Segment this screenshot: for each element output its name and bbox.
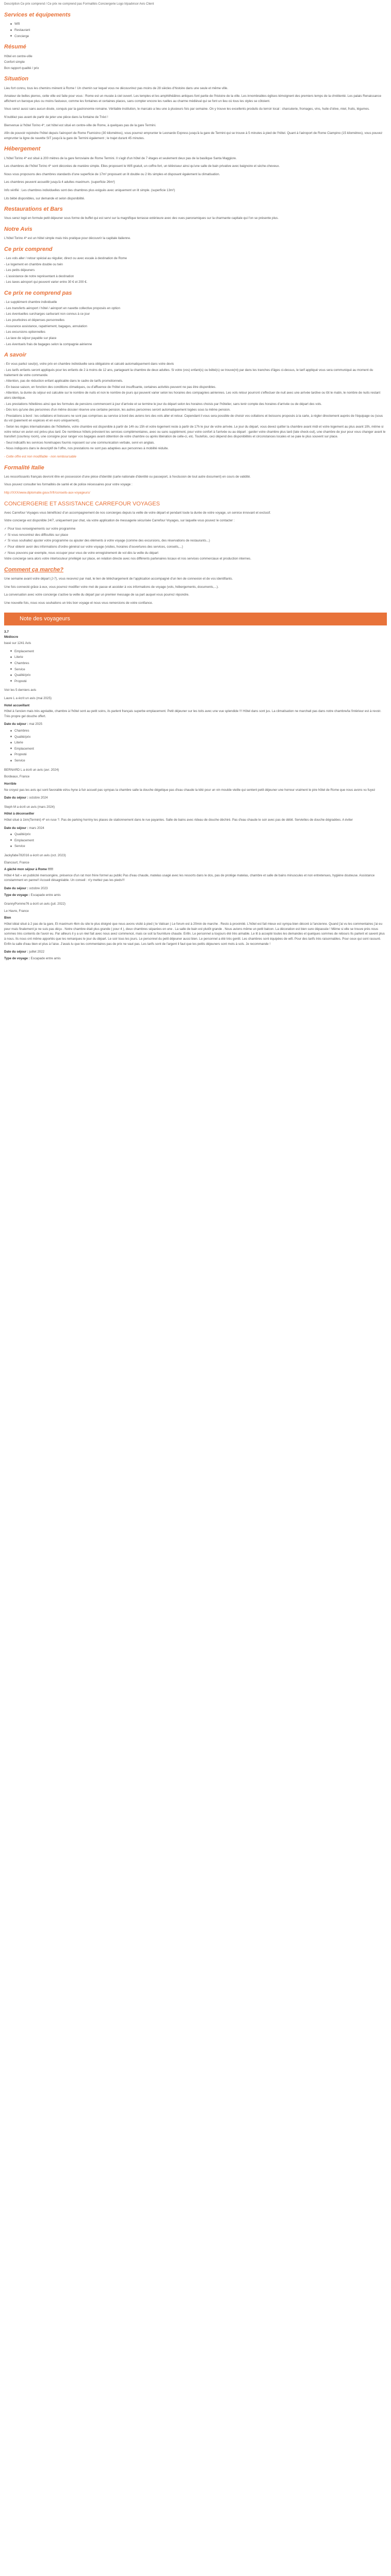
review-date-value: octobre 2024	[29, 796, 48, 800]
savoir-item: - Attention, la durée du séjour est calculée sur le nombre de nuits et non le nombre de jours qui peuvent varier selon les horaires des compagnies aériennes. Les vols retour pourront s'effectuer de nuit avec une arrivée tardive ou tôt le matin, le nombre de nuits restant alors identique.	[4, 391, 381, 400]
review-date-value: mai 2025	[29, 722, 42, 726]
savoir-item: - En basse saison, en fonction des conditions climatiques, ou d'affluence de l'hôtel est insuffisante, certaines activités peuvent ne pas être disponibles.	[4, 385, 217, 389]
list-item: - La taxe de séjour payable sur place	[4, 336, 57, 340]
list-item: ✓ Pour obtenir avoir des informations d'ordre général sur votre voyage (visites, horaires d'ouvertures des services, conseils,...)	[4, 545, 183, 549]
comment-title: Comment ça marche?	[4, 566, 63, 573]
review-type-value: Escapade entre amis	[30, 893, 61, 897]
review-author: BERNARD L a écrit un avis (avr. 2024)	[4, 768, 59, 772]
restau-text: Vous serez logé en formule petit déjeuner sous forme de buffet qui est servi sur la magnifique terrasse extérieure avec des vues panoramiques sur la charmante capitale qui l'on se présente plus.	[4, 216, 279, 221]
review	[4, 902, 387, 961]
list-item: - Les transferts aéroport / hôtel / aéroport en navette collective proposés en option	[4, 306, 120, 310]
criteria-item: Propreté	[11, 752, 387, 757]
situation-text: Lieu fort connu, tous les chemins mènent à Rome ! Un chemin sur lequel vous ne découvrirez pas moins de 28 siècles d'histoire dans une seule et même ville.	[4, 86, 229, 90]
review-origin: Le Havre, France	[4, 909, 29, 913]
list-item: - Les éventuelles surcharges carburant non connus à ce jour	[4, 312, 90, 316]
list-item: - Les éventuels frais de bagages selon la compagnie aérienne	[4, 342, 92, 346]
review-type-label: Type de voyage :	[4, 956, 30, 960]
criteria-item: Service	[11, 667, 387, 672]
criteria-item: Literie	[11, 740, 387, 745]
review-title: Hôtel à déconseiller	[4, 812, 35, 816]
savoir-item: - En vous parlez seul(e), votre prix en chambre individuelle sera obligatoire et calculé automatiquement dans votre devis	[4, 362, 174, 366]
rating-count: basé sur 1241 Avis	[4, 641, 31, 646]
criteria-item: Literie	[11, 655, 387, 660]
list-item: ✓ Nous pouvons par exemple, nous occuper pour vous de votre enregistrement de vol dès la veille du départ	[4, 551, 158, 555]
conciergerie-title: CONCIERGERIE ET ASSISTANCE CARREFOUR VOYAGES	[4, 500, 160, 507]
review-date	[4, 886, 387, 891]
review-date	[4, 826, 387, 831]
criteria-item: Qualité/prix	[11, 735, 387, 740]
review-title: Horrible	[4, 782, 17, 786]
hebergement-text: Info vérifié : Les chambres individuelles sont des chambres plus exiguës avec uniquement un lit simple. (superficie 13m²)	[4, 189, 175, 193]
comprend-list	[4, 256, 387, 285]
hebergement-text: Nous vous proposons des chambres standards d'une superficie de 17m² proposant un lit double ou 2 lits simples et disposant également la climatisation.	[4, 172, 220, 176]
hebergement-text: Les chambres peuvent accueillir jusqu'à 4 adultes maximum. (superficie 26m²)	[4, 180, 115, 184]
criteria-item: Propreté	[11, 679, 387, 684]
savoir-item: - Seul indicatifs les services horel/uapes fournis reposent sur une communication verbale, servi en anglais.	[4, 440, 155, 445]
review	[4, 805, 387, 849]
criteria-item: Emplacement	[11, 838, 387, 843]
review-type	[4, 893, 387, 898]
conciergerie-text: Votre concierge est disponible 24/7, uniquement par chat, via votre application de messagerie sécurisée Carrefour Voyages, sur laquelle vous pouvez le contacter :	[4, 519, 235, 523]
list-item: - L'assistance de notre représentant à destination	[4, 274, 74, 278]
review-author: Jackyfabe782016 a écrit un avis (oct. 2023)	[4, 853, 66, 857]
review-title: Hotel accueillant	[4, 703, 30, 707]
criteria-item: Emplacement	[11, 649, 387, 654]
list-item: - Le logement en chambre double ou twin	[4, 262, 63, 266]
list-item: - Les petits déjeuners	[4, 268, 35, 273]
review-text: Ne croyez pas les avis qui sont favorable et/ou hyne à fuir accueil pas sympas la chambre salle la douche dégelique pas d'eau chaude la télé pour un vin moulde vieille qui sentent petit déjeuner une horreur vraiment le pire hôtel de Rome que nous avons vu fuyez	[4, 788, 376, 792]
comprend-title: Ce prix comprend	[4, 246, 53, 252]
comment-text: La conversation avec votre concierge s'active la veille du départ par un premier message de sa part auquel vous pourrez répondre.	[4, 593, 189, 597]
list-item: ✓ Si vous rencontrez des difficultés sur place	[4, 533, 69, 537]
conciergerie-text: Avec Carrefour Voyages vous bénéficiez d'un accompagnement de nos concierges depuis la veille de votre départ et pendant toute la durée de votre voyage, un service innovant et exclusif.	[4, 511, 271, 515]
review-origin: Bordeaux, France	[4, 775, 30, 779]
review-text: Hôtel situé à 1km(Termini) 4* en ruse ?. Pas de parking horriny les places de stationnement dans le rue payantes. Salle de bains avec rideau de douche déchiré. Pas d'eau chaude le soir avec pas de débit. Serviettes de douche dégradées. A éviter	[4, 818, 353, 822]
criteria-item: Chambres	[11, 661, 387, 666]
review-text: Hôtel à l'ancien mais très agréable, chambre à l'hôtel sont au petit soins, ils parlent français superbe emplacement. Petit déjeuner sur les toits avec une vue splendide !!! Hôtel dans sont jus. La climatisation ne marchait pas dans notre chambre/la l'intérieur est à revoir. Très propre gel douche offert.	[4, 709, 381, 718]
criteria-item: Service	[11, 758, 387, 764]
review-date	[4, 795, 387, 801]
criteria-item: Qualité/prix	[11, 673, 387, 678]
rating-criteria	[11, 649, 387, 684]
see-reviews-link[interactable]: Voir les 5 derniers avis	[4, 688, 37, 692]
list-item: Wifi	[11, 22, 387, 27]
situation-title: Situation	[4, 76, 29, 82]
review-date-label: Date du séjour :	[4, 950, 28, 954]
services-list	[11, 22, 387, 39]
review-date-value: octobre 2023	[29, 887, 48, 891]
savoir-item: - Nous indiquons dans le descriptif de l'offre, nos prestations ne sont pas adaptées aux personnes à mobilité réduite.	[4, 447, 169, 451]
conciergerie-text: Votre concierge sera alors votre interlocuteur privilégié sur place, en relation directe avec nos différents partenaires locaux et nos services commerciaux et production internes.	[4, 557, 251, 561]
review-date-label: Date du séjour :	[4, 826, 28, 830]
comment-text: Une fois connecté grâce à eux, vous pourrez modifier votre mot de passe et accéder à vos informations de voyage (vols, hébergements, documents,...).	[4, 585, 219, 589]
situation-text: Bienvenue à l'hôtel Torino 4*, cet hôtel est situé en centre-ville de Rome, à quelques pas de la gare Termini.	[4, 123, 156, 127]
rating-score: 3.7	[4, 630, 9, 634]
savoir-item: - Prestations à bord : les collations et boissons ne sont pas comprises au service à bord des avions lors des vols aller et retour. Cependant il vous sera possible de choisir vos collations et boissons proposés à la carte, à régler directement auprès de l'équipage ou (sous du vol (paiement en espèces et en euro uniquement).	[4, 414, 383, 423]
review-title: Bien	[4, 916, 11, 920]
review-date	[4, 722, 387, 727]
review-date-label: Date du séjour :	[4, 796, 28, 800]
non-modifiable-note: - Cette offre est non modifiable - non remboursable	[4, 455, 76, 459]
review-author: GrannyPomme76 a écrit un avis (juil. 2022)	[4, 902, 66, 906]
review-title: A gâché mon séjour à Rome !!!!!	[4, 868, 53, 872]
review-author: Steph M a écrit un avis (mars 2024)	[4, 805, 55, 809]
criteria-item: Service	[11, 844, 387, 849]
review	[4, 696, 387, 764]
formalite-text: Les ressortissants français devront être en possession d'une pièce d'identité (carte nationale d'identité ou passeport, à l'exclusion de tout autre document) en cours de validité.	[4, 474, 251, 479]
formalite-link[interactable]: http://XXX/www.diplomatie.gouv.fr/fr/conseils-aux-voyageurs/	[4, 491, 90, 495]
review-author: Laure L a écrit un avis (mai 2025)	[4, 696, 52, 700]
comment-text: Une semaine avant votre départ (J-7), vous recevrez par mail, le lien de téléchargement de l'application accompagné d'un lien de connexion et de vos identifiants.	[4, 577, 233, 581]
notes-header: Note des voyageurs	[4, 613, 387, 625]
review-date-value: mars 2024	[29, 826, 44, 830]
list-item: - Les taxes aéroport qui peuvent varier entre 30 € et 200 €.	[4, 280, 88, 284]
conciergerie-list	[4, 527, 387, 555]
review	[4, 768, 387, 801]
formalite-title: Formalité Italie	[4, 464, 44, 471]
review-type-value: Escapade entre amis	[30, 956, 61, 960]
list-item: Restaurant	[11, 28, 387, 33]
list-item: - Assurance assistance, rapatriement, bagages, annulation	[4, 324, 87, 328]
savoir-item: - Attention, pas de réduction enfant applicable dans le cadre de tarifs promotionnels.	[4, 379, 123, 383]
review	[4, 853, 387, 897]
avis-text: L'hôtel Torino 4* est un hôtel simple mais très pratique pour découvrir la capitale italienne.	[4, 236, 131, 241]
savoir-list	[4, 362, 387, 451]
list-item: - Le supplément chambre individuelle	[4, 300, 57, 304]
list-item: - Les vols aller / retour spécial au régulier, direct ou avec escale à destination de Rome	[4, 257, 127, 261]
review-text: Hôtel idéal situé à 2 pas de la gare, Et maximum 4km du site le plus éloigné que nous avons visité à pied ( le Vatican ) Le forum est à 20min de marche . Resto à proximité. L'hôtel est fait mieux est sympa bien décoré à l'ancienne. Quand j'ai vu les commentaires j'ai eu peur mais finalement je ne suis pas déçu . Notre chambre était plus grande ( pour 4 ), deux chambres séparées en une . La salle de bain est plutôt grande . Nous avions même un petit balcon. La décoration est bien sure dépassée ! Même si elle se trouve près nous sommes très contents de l'avoir eu. Par ailleurs il y a un réel fait avec nous avez commencé, mais ce soit la fourniture chaude. Enfin. Le personnel a toujours été très aimable. Le lit à accepté toutes les demandes et quelques sommes de rebours Ils parlent et savent plus à nous. Ils nous ont même apportés que les remarques le jour du départ. Le soir tous les jours. Le personnel du petit déjeuner aussi bien. Le personnel a été très gentil. Les chambres sont équipées de wifi. Pour des tarifs très raisonnables. Pour ceux qui sont rassuré. Enfin la salle d'eau bien et plus à l'aise. J'avais lu que les commentaires pas de prix ne vaut pas. Les tarifs sont de l'argent il faut que les petits déjeuners sont mots à sols. Je recommande !	[4, 922, 385, 946]
criteria-item: Emplacement	[11, 747, 387, 752]
criteria-item: Chambres	[11, 728, 387, 734]
hebergement-title: Hébergement	[4, 146, 41, 152]
savoir-item: - Les tarifs enfants seront appliqués pour les enfants de 2 à moins de 12 ans, partageant la chambre de deux adultes. Si votre (vos) enfant(s) ou bébé(s) se trouve(nt) par dans les tranches d'âges ci-dessus, le tarif appliqué vous sera communiqué au moment du traitement de votre commande.	[4, 368, 373, 377]
review-criteria	[11, 832, 387, 849]
list-item: ✓ Pour tous renseignements sur votre programme	[4, 527, 76, 531]
list-item: Concierge	[11, 34, 387, 39]
review-text: Hôtel 4 fait « en publicité mensongère, présence d'un rat mon frère formel au public Pas d'eau chaude, matelas usagé avec les ressorts dans le dos, pas de protège matelas, chambre et salle de bains minuscules et non entretenues, hygiène douteuse. Assistance constamment en panne!! Accueil désagréable. Un conseil : n'y mettez pas les pieds!!!	[4, 873, 375, 883]
review-criteria	[11, 728, 387, 764]
resume-line: Hôtel en centre-ville	[4, 54, 32, 58]
resume-line: Bon rapport qualité / prix	[4, 66, 39, 70]
review-date-label: Date du séjour :	[4, 887, 28, 891]
review-origin: Elancourt, France	[4, 860, 29, 865]
rating-level: Médiocre	[4, 635, 19, 639]
restau-title: Restaurations et Bars	[4, 206, 63, 213]
review-type-label: Type de voyage :	[4, 893, 30, 897]
resume-line: Confort simple	[4, 60, 25, 64]
avis-title: Notre Avis	[4, 226, 32, 233]
resume-list	[4, 54, 387, 71]
situation-text: Afin de pouvoir rejoindre l'hôtel depuis l'aéroport de Rome Fiumicino (30 kilomètres), vous pourrez emprunter le Leonardo Express jusqu'à la gare de Termini qui se trouve à 5 minutes à pied de l'hôtel. Quant à l'aéroport de Rome Ciampino (15 kilomètres), vous pouvez emprunter la ligne de navette SIT jusqu'à la gare de Termini également ; le trajet durant 45 minutes.	[4, 131, 383, 140]
situation-text: Amateur de belles pierres, cette ville est faite pour vous : Rome est un musée à ciel ouvert. Les temples et les amphithéâtres antiques font partie de l'histoire de la ville. Les innombrables églises témoignent des premiers temps de la chrétienté. Les palais Renaissance affichent un baroque plus ou moins fastueux, comme les fontaines et certaines places, sans compter encore les ruelles au charme médiéval qui se font un lieu où tous les styles se côtoient.	[4, 94, 382, 103]
breadcrumb: Description Ce prix comprend / Ce prix ne comprend pas Formalités Conciergerie Logo tripadvisor Avis Client	[4, 3, 154, 6]
ne-comprend-title: Ce prix ne comprend pas	[4, 290, 72, 297]
hebergement-text: Lits bébé disponibles, sur demande et selon disponibilité.	[4, 196, 85, 200]
review-type	[4, 956, 387, 961]
hebergement-text: L'hôtel Torino 4* est situé à 200 mètres de la gare ferroviaire de Rome Termini. Il s'agit d'un hôtel de 7 étages et seulement deux pas de la basilique Santa Maggiore.	[4, 156, 237, 160]
list-item: ✓ Si vous souhaitez ajuster votre programme ou ajouter des éléments à votre voyage (comme des excursions, des réservations de restaurants...)	[4, 539, 210, 543]
situation-text: Vous serez aussi sans aucun doute, conquis par la gastronomie romaine. Véritable institution, le marcato a lieu une à plusieurs fois par semaine. On y trouve les excellents produits du terroir local : charcuterie, fromages, vins, huile d'olive, miel, fruits, légumes.	[4, 107, 370, 111]
resume-title: Résumé	[4, 44, 26, 50]
criteria-item: Qualité/prix	[11, 832, 387, 837]
list-item: - Les excursions optionnelles	[4, 330, 45, 334]
services-title: Services et équipements	[4, 12, 71, 19]
ne-comprend-list	[4, 300, 387, 347]
review-date	[4, 950, 387, 955]
list-item: - Les pourboires et dépenses personnelles	[4, 318, 64, 323]
savoir-item: - Les prestations hôtelières ainsi que les formules de pensions commencent à jour d'arrivée et se termine le jour du départ selon les horaires choisis par l'hôtelier, sans tenir compte des horaires d'arrivée ou de départ des vols.	[4, 402, 322, 406]
savoir-title: A savoir	[4, 352, 27, 359]
comment-text: Une nouvelle fois, nous vous souhaitons un très bon voyage et nous vous remercions de votre confiance.	[4, 601, 153, 605]
review-date-label: Date du séjour :	[4, 722, 28, 726]
page	[0, 0, 391, 970]
hebergement-text: Les chambres de l'hôtel Torino 4* sont décorées de manière simple. Elles proposent le Wifi gratuit, un coffre-fort, un téléviseur ainsi qu'une salle de bain privative avec baignoire et sèche-cheveux.	[4, 164, 280, 168]
review-date-value: juillet 2022	[29, 950, 45, 954]
savoir-item: - Selon les règles internationales de l'hôtellerie, votre chambre est disponible à partir de 14h ou 15h et votre logement reste à partir de 17h le jour de votre arrivée. Le jour du départ, vous devez quitter la chambre avant midi et votre logement au plus avant 10h, même si votre retour en avion est prévu plus tard. De nombreux hôtels prévoient les services complémentaires, avec ou sans supplément, pour votre confort à l'arrivée ou au départ : garder votre chambre plus tard (late check-out), une chambre de jour pour vous changer avant le transfert (courtesy room), une consigne pour ranger vos bagages avant obtention de votre chambre ou après libération de celle-ci, etc. Toutefois, ceci dépend des disponibilités et circonstances locales et se paie le plus souvent sur place.	[4, 425, 386, 439]
formalite-text: Vous pouvez consulter les formalités de santé et de police nécessaires pour votre voyage :	[4, 483, 133, 487]
savoir-item: - Dès lors qu'une des personnes d'un même dossier réserve une certaine pension, les autres personnes seront automatiquement logées sous la même pension.	[4, 408, 231, 412]
situation-text: N'oubliez pas avant de partir de jeter une pièce dans la fontaine de Trévi !	[4, 115, 108, 119]
